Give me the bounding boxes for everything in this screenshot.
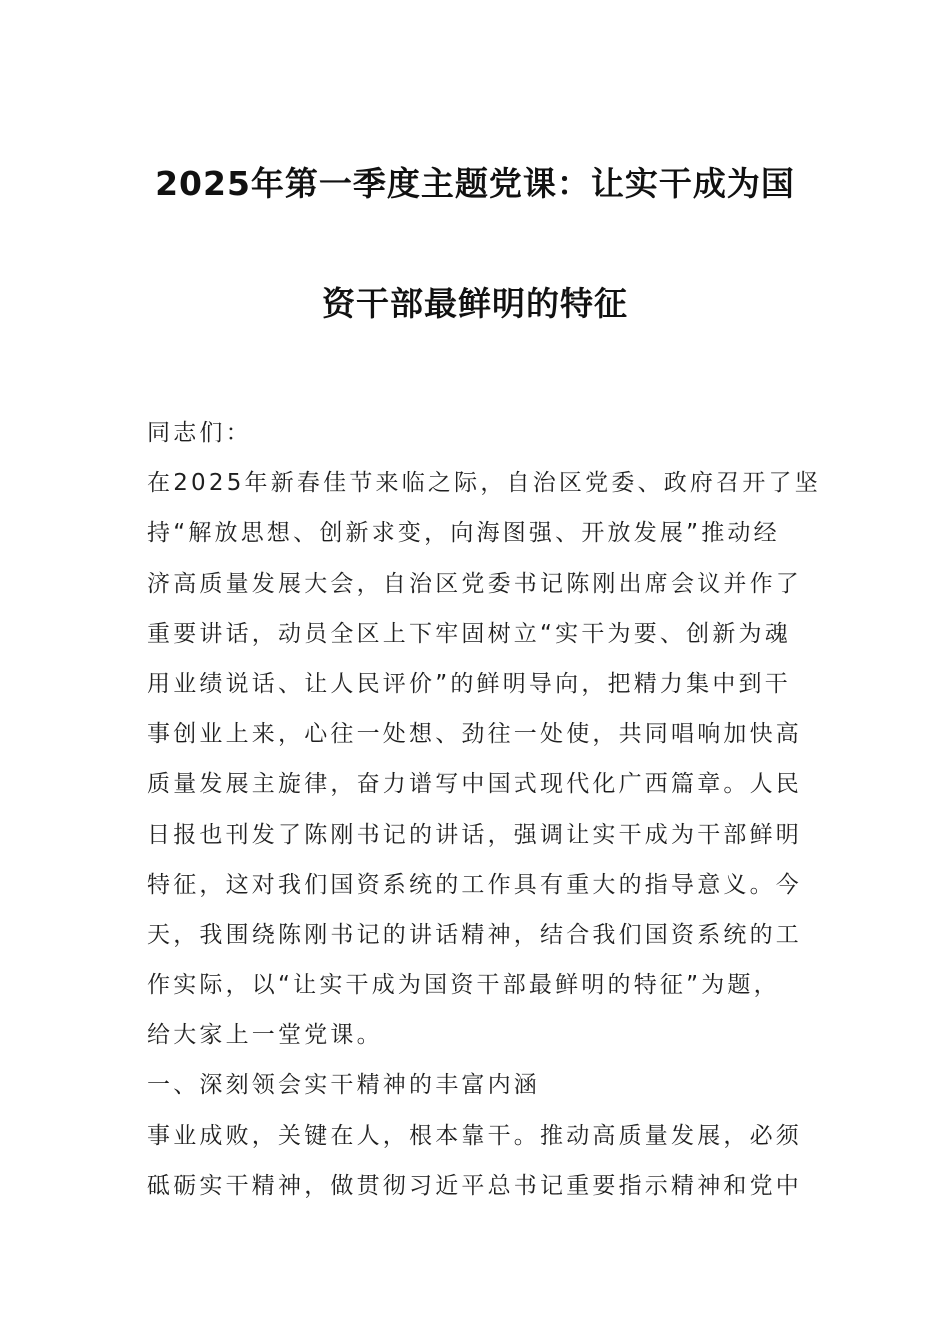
paragraph-line: 作实际，以“让实干成为国资干部最鲜明的特征”为题， <box>147 972 780 999</box>
paragraph-line: 事创业上来，心往一处想、劲往一处使，共同唱响加快高 <box>147 721 802 748</box>
section-heading: 一、深刻领会实干精神的丰富内涵 <box>147 1072 540 1099</box>
salutation: 同志们： <box>147 420 252 446</box>
paragraph-line: 重要讲话，动员全区上下牢固树立“实干为要、创新为魂 <box>147 620 791 647</box>
paragraph-line: 持“解放思想、创新求变，向海图强、开放发展”推动经 <box>147 520 780 547</box>
document-title-line-2: 资干部最鲜明的特征 <box>322 284 628 323</box>
paragraph-line: 给大家上一堂党课。 <box>147 1022 383 1049</box>
paragraph-line: 日报也刊发了陈刚书记的讲话，强调让实干成为干部鲜明 <box>147 821 802 848</box>
paragraph-line: 事业成败，关键在人，根本靠干。推动高质量发展，必须 <box>147 1122 802 1149</box>
paragraph-line: 用业绩说话、让人民评价”的鲜明导向，把精力集中到干 <box>147 670 791 697</box>
paragraph-line: 砥砺实干精神，做贯彻习近平总书记重要指示精神和党中 <box>147 1172 802 1199</box>
paragraph-line: 天，我围绕陈刚书记的讲话精神，结合我们国资系统的工 <box>147 921 802 948</box>
document-title-line-1: 2025年第一季度主题党课：让实干成为国 <box>155 164 795 203</box>
paragraph-line: 质量发展主旋律，奋力谱写中国式现代化广西篇章。人民 <box>147 771 802 798</box>
paragraph-line: 特征，这对我们国资系统的工作具有重大的指导意义。今 <box>147 871 802 898</box>
paragraph-line: 济高质量发展大会，自治区党委书记陈刚出席会议并作了 <box>147 570 802 597</box>
paragraph-line: 在2025年新春佳节来临之际，自治区党委、政府召开了坚 <box>147 470 821 497</box>
document-body <box>147 418 821 1221</box>
